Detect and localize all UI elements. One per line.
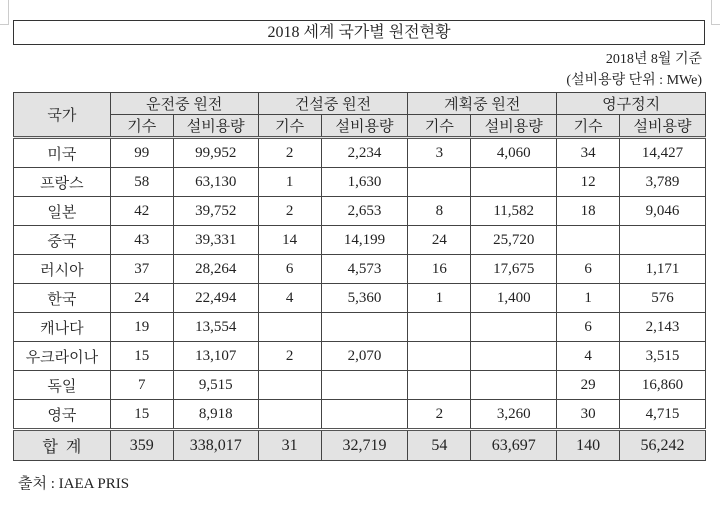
- capacity-cell: [321, 313, 408, 342]
- country-cell: 일본: [14, 197, 111, 226]
- header-group-shutdown: 영구정지: [557, 93, 706, 115]
- table-row: [14, 138, 706, 168]
- count-cell: 1: [557, 284, 620, 313]
- count-cell: 15: [110, 400, 173, 430]
- source-note: 출처 : IAEA PRIS: [18, 476, 130, 492]
- capacity-cell: 8,918: [173, 400, 258, 430]
- count-cell: [258, 313, 321, 342]
- count-cell: [408, 168, 471, 197]
- count-cell: 16: [408, 255, 471, 284]
- capacity-cell: 576: [620, 284, 706, 313]
- count-cell: 24: [110, 284, 173, 313]
- header-capacity: 설비용량: [471, 115, 557, 138]
- header-group-planned: 계획중 원전: [408, 93, 557, 115]
- capacity-cell: 3,789: [620, 168, 706, 197]
- capacity-cell: 39,331: [173, 226, 258, 255]
- capacity-cell: 1,630: [321, 168, 408, 197]
- count-cell: 2: [258, 138, 321, 168]
- count-cell: 3: [408, 138, 471, 168]
- total-cell: 359: [110, 430, 173, 461]
- total-cell: 56,242: [620, 430, 706, 461]
- page-corner-mark: [0, 0, 9, 25]
- header-count: 기수: [557, 115, 620, 138]
- count-cell: 1: [408, 284, 471, 313]
- count-cell: [258, 371, 321, 400]
- table-row: [14, 313, 706, 342]
- capacity-cell: [471, 371, 557, 400]
- capacity-cell: [321, 400, 408, 430]
- country-cell: 프랑스: [14, 168, 111, 197]
- table-row: [14, 197, 706, 226]
- capacity-cell: 63,130: [173, 168, 258, 197]
- capacity-cell: 3,515: [620, 342, 706, 371]
- capacity-cell: 3,260: [471, 400, 557, 430]
- count-cell: 1: [258, 168, 321, 197]
- count-cell: 4: [258, 284, 321, 313]
- count-cell: 30: [557, 400, 620, 430]
- capacity-cell: 2,070: [321, 342, 408, 371]
- count-cell: 12: [557, 168, 620, 197]
- header-country: 국가: [14, 93, 111, 138]
- capacity-cell: 22,494: [173, 284, 258, 313]
- capacity-cell: 1,400: [471, 284, 557, 313]
- capacity-cell: [471, 342, 557, 371]
- capacity-cell: 2,653: [321, 197, 408, 226]
- capacity-cell: 2,234: [321, 138, 408, 168]
- total-cell: 31: [258, 430, 321, 461]
- capacity-cell: 9,046: [620, 197, 706, 226]
- capacity-cell: 9,515: [173, 371, 258, 400]
- country-cell: 캐나다: [14, 313, 111, 342]
- capacity-cell: 2,143: [620, 313, 706, 342]
- capacity-cell: 4,573: [321, 255, 408, 284]
- count-cell: 2: [408, 400, 471, 430]
- table-row: [14, 284, 706, 313]
- count-cell: [557, 226, 620, 255]
- capacity-cell: 4,060: [471, 138, 557, 168]
- count-cell: 6: [258, 255, 321, 284]
- count-cell: 43: [110, 226, 173, 255]
- country-cell: 우크라이나: [14, 342, 111, 371]
- count-cell: 4: [557, 342, 620, 371]
- capacity-cell: 14,199: [321, 226, 408, 255]
- count-cell: 8: [408, 197, 471, 226]
- capacity-cell: 13,554: [173, 313, 258, 342]
- capacity-cell: 28,264: [173, 255, 258, 284]
- nuclear-plant-table: [13, 92, 706, 461]
- count-cell: 7: [110, 371, 173, 400]
- unit-note: (설비용량 단위 : MWe): [566, 73, 702, 88]
- table-row: [14, 371, 706, 400]
- document-title: 2018 세계 국가별 원전현황: [13, 20, 705, 45]
- country-cell: 미국: [14, 138, 111, 168]
- count-cell: 29: [557, 371, 620, 400]
- country-cell: 영국: [14, 400, 111, 430]
- count-cell: 18: [557, 197, 620, 226]
- count-cell: 34: [557, 138, 620, 168]
- count-cell: 42: [110, 197, 173, 226]
- count-cell: 37: [110, 255, 173, 284]
- table-row: [14, 168, 706, 197]
- header-capacity: 설비용량: [321, 115, 408, 138]
- capacity-cell: 13,107: [173, 342, 258, 371]
- capacity-cell: 39,752: [173, 197, 258, 226]
- count-cell: [408, 313, 471, 342]
- capacity-cell: 16,860: [620, 371, 706, 400]
- capacity-cell: [471, 168, 557, 197]
- count-cell: 6: [557, 255, 620, 284]
- count-cell: 2: [258, 197, 321, 226]
- count-cell: [408, 371, 471, 400]
- capacity-cell: 14,427: [620, 138, 706, 168]
- count-cell: 24: [408, 226, 471, 255]
- header-capacity: 설비용량: [620, 115, 706, 138]
- date-note: 2018년 8월 기준: [605, 52, 702, 67]
- capacity-cell: [620, 226, 706, 255]
- count-cell: 15: [110, 342, 173, 371]
- header-count: 기수: [408, 115, 471, 138]
- total-cell: 140: [557, 430, 620, 461]
- total-cell: 338,017: [173, 430, 258, 461]
- total-cell: 54: [408, 430, 471, 461]
- table-row: [14, 255, 706, 284]
- table-row: [14, 342, 706, 371]
- total-cell: 32,719: [321, 430, 408, 461]
- capacity-cell: 4,715: [620, 400, 706, 430]
- header-group-operating: 운전중 원전: [110, 93, 258, 115]
- capacity-cell: 5,360: [321, 284, 408, 313]
- table-row: [14, 400, 706, 430]
- capacity-cell: 11,582: [471, 197, 557, 226]
- page-corner-mark: [711, 0, 720, 25]
- count-cell: [408, 342, 471, 371]
- header-count: 기수: [110, 115, 173, 138]
- capacity-cell: [321, 371, 408, 400]
- capacity-cell: [471, 313, 557, 342]
- country-cell: 독일: [14, 371, 111, 400]
- capacity-cell: 25,720: [471, 226, 557, 255]
- capacity-cell: 1,171: [620, 255, 706, 284]
- count-cell: 58: [110, 168, 173, 197]
- count-cell: 2: [258, 342, 321, 371]
- count-cell: 14: [258, 226, 321, 255]
- count-cell: 99: [110, 138, 173, 168]
- country-cell: 중국: [14, 226, 111, 255]
- count-cell: [258, 400, 321, 430]
- total-cell: 63,697: [471, 430, 557, 461]
- count-cell: 19: [110, 313, 173, 342]
- capacity-cell: 99,952: [173, 138, 258, 168]
- total-row: [14, 430, 706, 461]
- total-label: 합 계: [14, 430, 111, 461]
- country-cell: 한국: [14, 284, 111, 313]
- header-group-construction: 건설중 원전: [258, 93, 408, 115]
- capacity-cell: 17,675: [471, 255, 557, 284]
- count-cell: 6: [557, 313, 620, 342]
- header-capacity: 설비용량: [173, 115, 258, 138]
- header-count: 기수: [258, 115, 321, 138]
- table-row: [14, 226, 706, 255]
- country-cell: 러시아: [14, 255, 111, 284]
